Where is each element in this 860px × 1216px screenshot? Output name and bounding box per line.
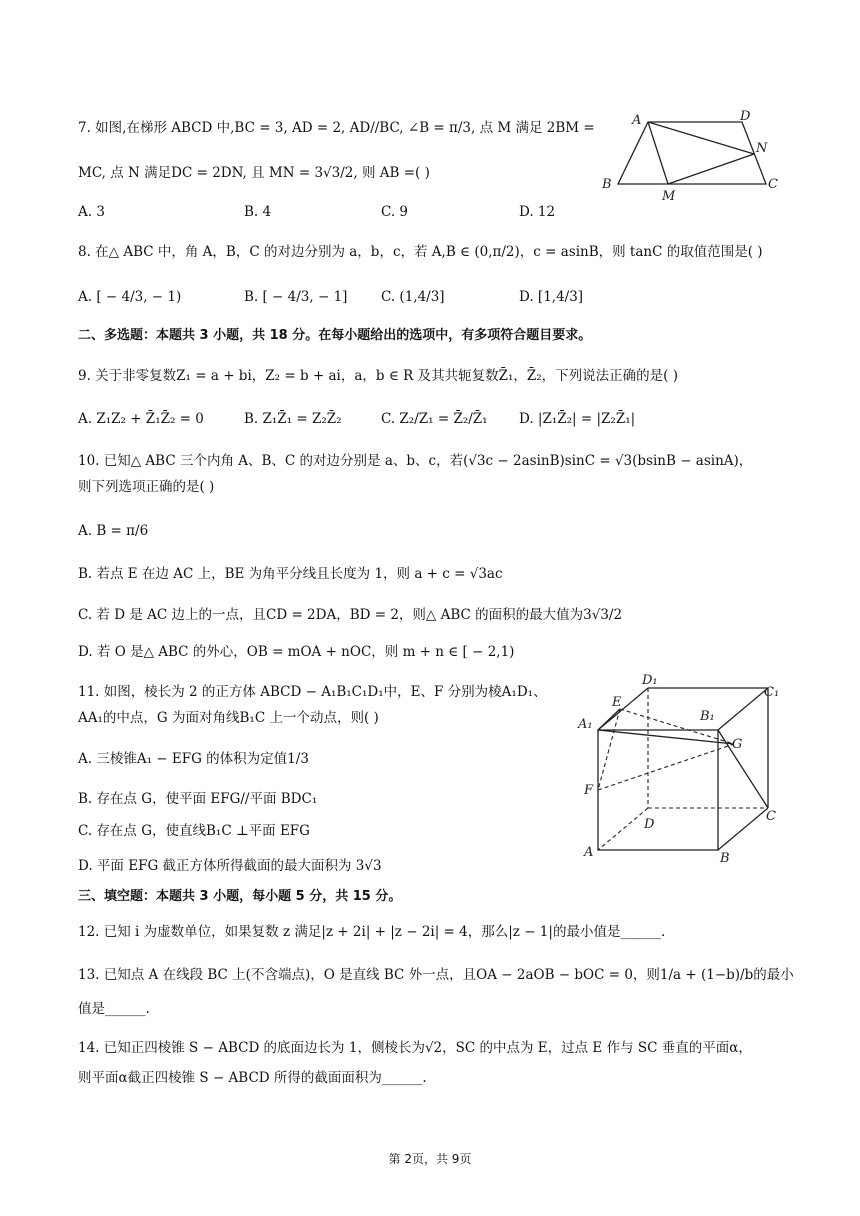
q8-option-a: A. [ − 4/3, − 1) bbox=[78, 289, 182, 305]
q9-option-c: C. Z₂/Z₁ = Z̄₂/Z̄₁ bbox=[381, 411, 488, 427]
trapezoid-figure bbox=[598, 106, 788, 202]
q8-option-c: C. (1,4/3] bbox=[381, 289, 445, 305]
trap-label-m: M bbox=[662, 189, 676, 202]
q11-option-b: B. 存在点 G，使平面 EFG//平面 BDC₁ bbox=[78, 791, 318, 807]
cube-label-b: B bbox=[720, 851, 730, 866]
q7-line1: 7. 如图,在梯形 ABCD 中,BC = 3, AD = 2, AD//BC, ∠B = π/3, 点 M 满足 2BM = bbox=[78, 120, 595, 136]
trap-label-n: N bbox=[756, 141, 768, 156]
cube-label-f: F bbox=[584, 783, 594, 798]
q7-option-a: A. 3 bbox=[78, 204, 105, 220]
cube-figure bbox=[574, 672, 784, 866]
q8-line1: 8. 在△ ABC 中，角 A，B，C 的对边分别为 a，b，c，若 A,B ∈ (0,π/2)，c = asinB，则 tanC 的取值范围是( ) bbox=[78, 244, 763, 260]
cube-label-a: A bbox=[584, 845, 594, 860]
section-2-heading: 二、多选题：本题共 3 小题，共 18 分。在每小题给出的选项中，有多项符合题目要求。 bbox=[78, 328, 592, 343]
q9-option-a: A. Z₁Z₂ + Z̄₁Z̄₂ = 0 bbox=[78, 411, 204, 427]
q7-line2: MC, 点 N 满足DC = 2DN, 且 MN = 3√3/2, 则 AB =( ) bbox=[78, 165, 430, 181]
cube-label-d: D bbox=[644, 817, 655, 832]
q11-line1: 11. 如图，棱长为 2 的正方体 ABCD − A₁B₁C₁D₁中，E、F 分别为棱A₁D₁、 bbox=[78, 684, 547, 700]
cube-label-b1: B₁ bbox=[700, 709, 715, 724]
q12-line: 12. 已知 i 为虚数单位，如果复数 z 满足|z + 2i| + |z − 2i| = 4，那么|z − 1|的最小值是______. bbox=[78, 924, 666, 940]
q7-option-c: C. 9 bbox=[381, 204, 409, 220]
q11-option-d: D. 平面 EFG 截正方体所得截面的最大面积为 3√3 bbox=[78, 858, 382, 874]
trap-label-a: A bbox=[632, 113, 642, 128]
q14-line1: 14. 已知正四棱锥 S − ABCD 的底面边长为 1，侧棱长为√2，SC 的中点为 E，过点 E 作与 SC 垂直的平面α， bbox=[78, 1040, 752, 1056]
q14-line2: 则平面α截正四棱锥 S − ABCD 所得的截面面积为______. bbox=[78, 1070, 427, 1086]
q9-option-b: B. Z₁Z̄₁ = Z₂Z̄₂ bbox=[244, 411, 342, 427]
cube-label-c1: C₁ bbox=[764, 685, 780, 700]
trap-label-d: D bbox=[740, 109, 751, 124]
q10-option-c: C. 若 D 是 AC 边上的一点，且CD = 2DA，BD = 2，则△ ABC 的面积的最大值为3√3/2 bbox=[78, 607, 623, 623]
q10-option-a: A. B = π/6 bbox=[78, 523, 149, 539]
cube-label-c: C bbox=[766, 809, 776, 824]
q13-line1: 13. 已知点 A 在线段 BC 上(不含端点)，O 是直线 BC 外一点，且OA − 2aOB − bOC = 0，则1/a + (1−b)/b的最小 bbox=[78, 967, 794, 983]
q8-option-d: D. [1,4/3] bbox=[519, 289, 584, 305]
q9-option-d: D. |Z₁Z̄₂| = |Z₂Z̄₁| bbox=[519, 411, 636, 427]
q10-option-b: B. 若点 E 在边 AC 上，BE 为角平分线且长度为 1，则 a + c = √3ac bbox=[78, 566, 503, 582]
q10-line2: 则下列选项正确的是( ) bbox=[78, 479, 215, 495]
q10-line1: 10. 已知△ ABC 三个内角 A、B、C 的对边分别是 a、b、c，若(√3c − 2asinB)sinC = √3(bsinB − asinA)， bbox=[78, 453, 753, 469]
cube-label-d1: D₁ bbox=[642, 673, 658, 688]
q8-option-b: B. [ − 4/3, − 1] bbox=[244, 289, 348, 305]
cube-label-g: G bbox=[732, 737, 743, 752]
q10-option-d: D. 若 O 是△ ABC 的外心，OB = mOA + nOC，则 m + n ∈ [ − 2,1) bbox=[78, 644, 515, 660]
q9-line1: 9. 关于非零复数Z₁ = a + bi，Z₂ = b + ai，a，b ∈ R 及其共轭复数Z̄₁，Z̄₂，下列说法正确的是( ) bbox=[78, 368, 678, 384]
q7-option-b: B. 4 bbox=[244, 204, 272, 220]
trap-label-c: C bbox=[768, 177, 778, 192]
q7-option-d: D. 12 bbox=[519, 204, 556, 220]
q11-line2: AA₁的中点，G 为面对角线B₁C 上一个动点，则( ) bbox=[78, 710, 379, 726]
q11-option-c: C. 存在点 G，使直线B₁C ⊥平面 EFG bbox=[78, 823, 310, 839]
section-3-heading: 三、填空题：本题共 3 小题，每小题 5 分，共 15 分。 bbox=[78, 889, 402, 904]
q11-option-a: A. 三棱锥A₁ − EFG 的体积为定值1/3 bbox=[78, 751, 309, 767]
cube-label-e: E bbox=[612, 695, 622, 710]
cube-label-a1: A₁ bbox=[578, 717, 593, 732]
q13-line2: 值是______. bbox=[78, 1001, 150, 1017]
trap-label-b: B bbox=[602, 177, 612, 192]
page-footer: 第 2页，共 9页 bbox=[388, 1152, 472, 1166]
